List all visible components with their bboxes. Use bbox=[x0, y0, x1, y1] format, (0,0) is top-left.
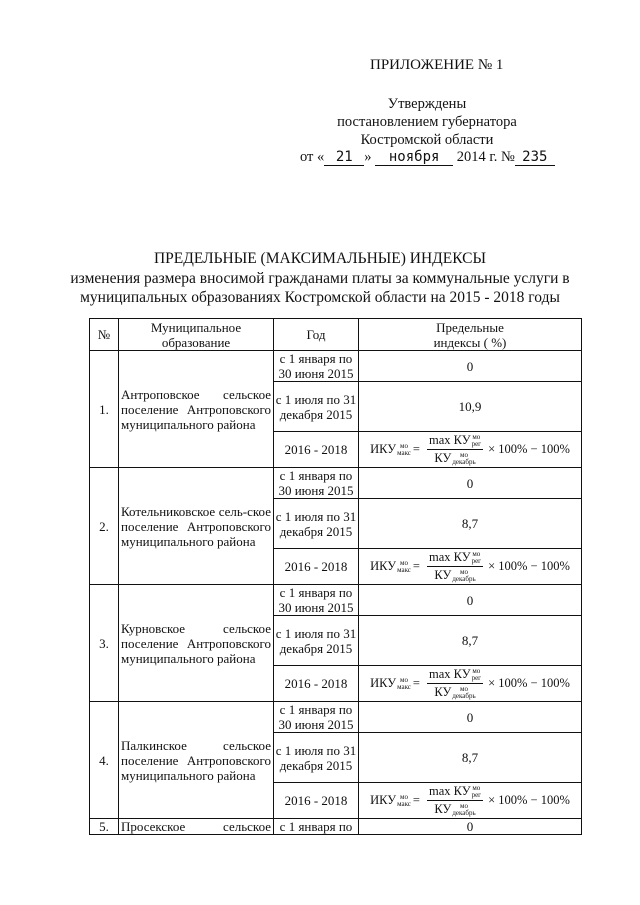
period-cell: с 1 июля по 31 декабря 2015 bbox=[274, 382, 359, 432]
approved-label: Утверждены bbox=[387, 96, 467, 112]
index-value: 0 bbox=[359, 585, 582, 616]
header-year: Год bbox=[274, 319, 359, 351]
index-value: 10,9 bbox=[359, 382, 582, 432]
row-number: 5. bbox=[90, 819, 119, 835]
index-value: 8,7 bbox=[359, 616, 582, 666]
index-value: 0 bbox=[359, 351, 582, 382]
decree-number: 235 bbox=[515, 149, 555, 166]
decree-label: постановлением губернатора bbox=[337, 114, 517, 130]
document-subtitle-line1: изменения размера вносимой гражданами платы за коммунальные услуги в bbox=[70, 270, 570, 287]
index-value: 0 bbox=[359, 702, 582, 733]
period-cell: 2016 - 2018 bbox=[274, 432, 359, 468]
document-title: ПРЕДЕЛЬНЫЕ (МАКСИМАЛЬНЫЕ) ИНДЕКСЫ bbox=[153, 250, 487, 267]
period-cell: с 1 января по 30 июня 2015 bbox=[274, 585, 359, 616]
period-cell: с 1 июля по 31 декабря 2015 bbox=[274, 733, 359, 783]
index-value: 8,7 bbox=[359, 499, 582, 549]
formula: ИКУ мо макс = max КУ мо рег КУ мо декабрь × 100% − 100% bbox=[370, 432, 570, 467]
indices-table bbox=[89, 318, 582, 835]
index-formula-cell bbox=[359, 666, 582, 702]
table-row bbox=[90, 585, 582, 616]
table-row bbox=[90, 819, 582, 835]
index-value: 8,7 bbox=[359, 733, 582, 783]
date-prefix: от « bbox=[300, 149, 325, 165]
table-row bbox=[90, 468, 582, 499]
row-number: 4. bbox=[90, 702, 119, 819]
document-subtitle-line2: муниципальных образованиях Костромской области на 2015 - 2018 годы bbox=[80, 289, 560, 306]
municipality-name: Палкинское сельское поселение Антроповского муниципального района bbox=[119, 702, 274, 819]
period-cell: с 1 января по bbox=[274, 819, 359, 835]
row-number: 2. bbox=[90, 468, 119, 585]
municipality-name: Курновское сельское поселение Антроповского муниципального района bbox=[119, 585, 274, 702]
index-formula-cell bbox=[359, 432, 582, 468]
row-number: 3. bbox=[90, 585, 119, 702]
period-cell: с 1 июля по 31 декабря 2015 bbox=[274, 499, 359, 549]
table-row bbox=[90, 702, 582, 733]
index-value: 0 bbox=[359, 819, 582, 835]
date-day: 21 bbox=[324, 149, 364, 166]
header-index: Предельные индексы ( %) bbox=[359, 319, 582, 351]
table-row bbox=[90, 351, 582, 382]
formula: ИКУ мо макс = max КУ мо рег КУ мо декабрь × 100% − 100% bbox=[370, 549, 570, 584]
date-mid: » bbox=[364, 149, 372, 165]
header-municipality: Муниципальное образование bbox=[119, 319, 274, 351]
header-num: № bbox=[90, 319, 119, 351]
municipality-name: Антроповское сельское поселение Антроповского муниципального района bbox=[119, 351, 274, 468]
period-cell: 2016 - 2018 bbox=[274, 666, 359, 702]
municipality-name: Котельниковское сель-ское поселение Антроповского муниципального района bbox=[119, 468, 274, 585]
formula: ИКУ мо макс = max КУ мо рег КУ мо декабрь × 100% − 100% bbox=[370, 783, 570, 818]
table-header-row bbox=[90, 319, 582, 351]
index-formula-cell bbox=[359, 549, 582, 585]
index-value: 0 bbox=[359, 468, 582, 499]
region-label: Костромской области bbox=[360, 132, 494, 148]
formula: ИКУ мо макс = max КУ мо рег КУ мо декабрь × 100% − 100% bbox=[370, 666, 570, 701]
period-cell: с 1 января по 30 июня 2015 bbox=[274, 702, 359, 733]
date-year: 2014 г. № bbox=[456, 149, 515, 165]
period-cell: с 1 января по 30 июня 2015 bbox=[274, 468, 359, 499]
appendix-title: ПРИЛОЖЕНИЕ № 1 bbox=[370, 57, 504, 73]
row-number: 1. bbox=[90, 351, 119, 468]
index-formula-cell bbox=[359, 783, 582, 819]
period-cell: 2016 - 2018 bbox=[274, 549, 359, 585]
municipality-name: Просекское сельское bbox=[119, 819, 274, 835]
period-cell: 2016 - 2018 bbox=[274, 783, 359, 819]
decree-date-line bbox=[300, 149, 555, 166]
period-cell: с 1 июля по 31 декабря 2015 bbox=[274, 616, 359, 666]
period-cell: с 1 января по 30 июня 2015 bbox=[274, 351, 359, 382]
date-month: ноября bbox=[375, 149, 453, 166]
